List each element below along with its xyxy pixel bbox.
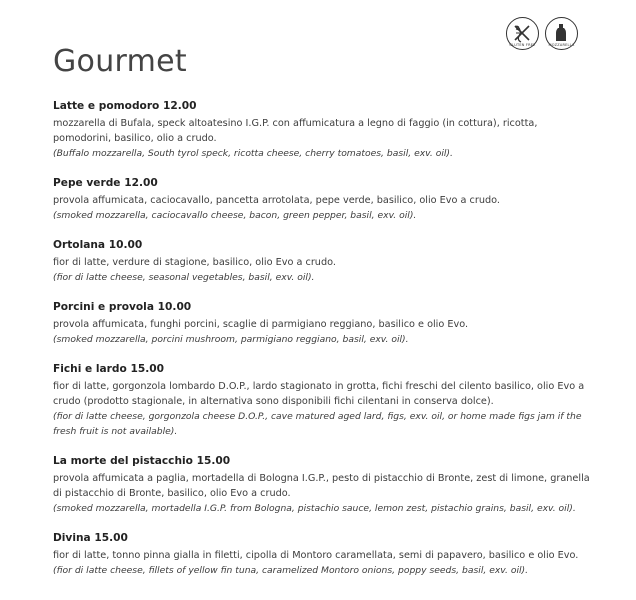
menu-item: [53, 532, 593, 578]
item-price: 15.00: [94, 532, 128, 544]
item-translation: (smoked mozzarella, caciocavallo cheese, bacon, green pepper, basil, exv. oil).: [53, 210, 417, 221]
item-price: 12.00: [124, 177, 158, 189]
menu-item: [53, 177, 593, 223]
item-title: [53, 177, 593, 190]
item-translation: (fior di latte cheese, fillets of yellow fin tuna, caramelized Montoro onions, poppy seeds, basil, exv. oil).: [53, 565, 529, 576]
item-name: Divina: [53, 532, 91, 544]
item-title: [53, 239, 593, 252]
item-price: 10.00: [108, 239, 143, 251]
item-name: Ortolana: [53, 239, 106, 251]
menu-item: [53, 363, 593, 439]
item-translation: (smoked mozzarella, mortadella I.G.P. from Bologna, pistachio sauce, lemon zest, pistachio grains, basil, exv. oil).: [53, 503, 576, 514]
item-description: provola affumicata, funghi porcini, scaglie di parmigiano reggiano, basilico e olio Evo.: [53, 319, 469, 330]
item-name: Pepe verde: [53, 177, 121, 189]
item-translation: (Buffalo mozzarella, South tyrol speck, ricotta cheese, cherry tomatoes, basil, exv. oil).: [53, 148, 453, 159]
item-name: Fichi e lardo: [53, 363, 127, 375]
mozzarella-badge: [545, 17, 578, 50]
menu-list: [53, 100, 593, 594]
item-title: [53, 100, 593, 113]
item-description: fior di latte, gorgonzola lombardo D.O.P., lardo stagionato in grotta, fichi freschi del cilento basilico, olio Evo a crudo (prodotto stagionale, in alternativa sono disponibili fichi cilentani in conserva dolce).: [53, 381, 585, 407]
item-price: 15.00: [130, 363, 164, 375]
item-name: La morte del pistacchio: [53, 455, 193, 467]
item-translation: (fior di latte cheese, seasonal vegetables, basil, exv. oil).: [53, 272, 315, 283]
gluten-free-badge: [506, 17, 539, 50]
item-description: provola affumicata a paglia, mortadella di Bologna I.G.P., pesto di pistacchio di Bronte, zest di limone, granella di pistacchio di Bronte, basilico, olio Evo a crudo.: [53, 473, 590, 499]
item-description: mozzarella di Bufala, speck altoatesino I.G.P. con affumicatura a legno di faggio (in cottura), ricotta, pomodorini, basilico, olio a crudo.: [53, 118, 538, 144]
menu-item: [53, 455, 593, 516]
item-translation: (fior di latte cheese, gorgonzola cheese D.O.P., cave matured aged lard, figs, exv. oil, or home made figs jam if the fresh fruit is not available).: [53, 411, 582, 437]
menu-item: [53, 239, 593, 285]
page-title: Gourmet: [53, 44, 187, 79]
item-description: fior di latte, tonno pinna gialla in filetti, cipolla di Montoro caramellata, semi di papavero, basilico e olio Evo.: [53, 550, 579, 561]
item-title: [53, 455, 593, 468]
item-name: Porcini e provola: [53, 301, 154, 313]
item-name: Latte e pomodoro: [53, 100, 160, 112]
gluten-free-label: GLUTEN FREE: [509, 43, 536, 47]
item-title: [53, 532, 593, 545]
item-description: fior di latte, verdure di stagione, basilico, olio Evo a crudo.: [53, 257, 336, 268]
item-title: [53, 301, 593, 314]
item-title: [53, 363, 593, 376]
diet-badges: [506, 17, 578, 50]
menu-item: [53, 100, 593, 161]
mozzarella-label: MOZZARELLA: [548, 43, 575, 47]
item-description: provola affumicata, caciocavallo, pancetta arrotolata, pepe verde, basilico, olio Evo a crudo.: [53, 195, 500, 206]
item-price: 15.00: [196, 455, 231, 467]
item-price: 12.00: [163, 100, 197, 112]
menu-item: [53, 301, 593, 347]
item-price: 10.00: [157, 301, 192, 313]
item-translation: (smoked mozzarella, porcini mushroom, parmigiano reggiano, basil, exv. oil).: [53, 334, 409, 345]
